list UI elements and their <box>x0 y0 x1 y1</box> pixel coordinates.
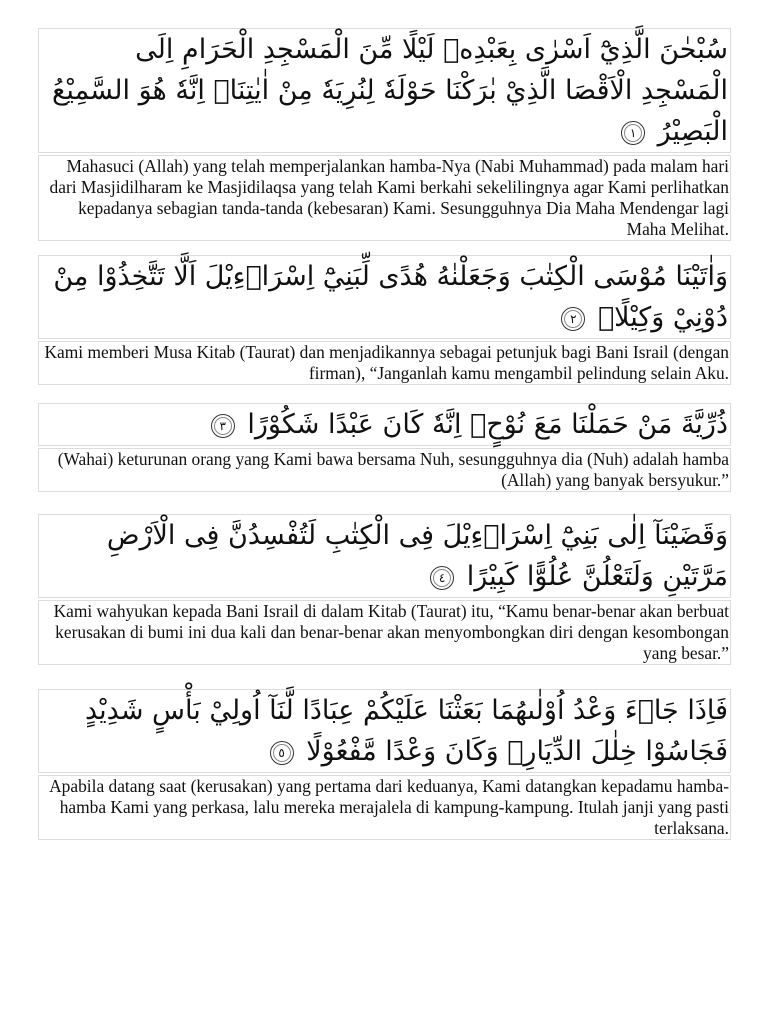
verse-4 <box>38 514 731 665</box>
ayah-number-icon: ٣ <box>211 414 235 438</box>
translation-text: Kami wahyukan kepada Bani Israil di dalam Kitab (Taurat) itu, “Kamu benar-benar akan berbuat kerusakan di bumi ini dua kali dan benar-benar akan menyombongkan diri dengan kesombongan yang besar.” <box>38 600 731 665</box>
ayah-number-icon: ٢ <box>561 307 585 331</box>
arabic-verse-text: وَقَضَيْنَآ اِلٰى بَنِيْٓ اِسْرَاۤءِيْلَ فِى الْكِتٰبِ لَتُفْسِدُنَّ فِى الْاَرْضِ مَرَّتَيْنِ وَلَتَعْلُنَّ عُلُوًّا كَبِيْرًا <box>106 520 728 592</box>
translation-text: Apabila datang saat (kerusakan) yang pertama dari keduanya, Kami datangkan kepadamu hamba-hamba Kami yang perkasa, lalu mereka merajalela di kampung-kampung. Itulah janji yang pasti terlaksana. <box>38 775 731 840</box>
translation-text: Mahasuci (Allah) yang telah memperjalankan hamba-Nya (Nabi Muhammad) pada malam hari dari Masjidilharam ke Masjidilaqsa yang telah Kami berkahi sekelilingnya agar Kami perlihatkan kepadanya sebagian tanda-tanda (kebesaran) Kami. Sesungguhnya Dia Maha Mendengar lagi Maha Melihat. <box>38 155 731 241</box>
arabic-verse-text: فَاِذَا جَاۤءَ وَعْدُ اُوْلٰىهُمَا بَعَثْنَا عَلَيْكُمْ عِبَادًا لَّنَآ اُولِيْ بَأْسٍ شَدِيْدٍ فَجَاسُوْا خِلٰلَ الدِّيَارِۗ وَكَانَ وَعْدًا مَّفْعُوْلًا <box>84 695 728 767</box>
ayah-number-icon: ٤ <box>430 566 454 590</box>
verse-5 <box>38 689 731 840</box>
quran-page <box>38 28 731 840</box>
arabic-text <box>38 255 731 339</box>
verse-3 <box>38 403 731 492</box>
arabic-verse-text: ذُرِّيَّةَ مَنْ حَمَلْنَا مَعَ نُوْحٍۗ اِنَّهٗ كَانَ عَبْدًا شَكُوْرًا <box>247 409 728 440</box>
ayah-number-icon: ٥ <box>270 741 294 765</box>
translation-text: (Wahai) keturunan orang yang Kami bawa bersama Nuh, sesungguhnya dia (Nuh) adalah hamba (Allah) yang banyak bersyukur.” <box>38 448 731 492</box>
arabic-text <box>38 689 731 773</box>
arabic-text <box>38 403 731 446</box>
arabic-verse-text: سُبْحٰنَ الَّذِيْٓ اَسْرٰى بِعَبْدِهٖ لَيْلًا مِّنَ الْمَسْجِدِ الْحَرَامِ اِلَى الْمَسْجِدِ الْاَقْصَا الَّذِيْ بٰرَكْنَا حَوْلَهٗ لِنُرِيَهٗ مِنْ اٰيٰتِنَاۗ اِنَّهٗ هُوَ السَّمِيْعُ الْبَصِيْرُ <box>52 34 728 147</box>
ayah-number-icon: ١ <box>621 121 645 145</box>
translation-text: Kami memberi Musa Kitab (Taurat) dan menjadikannya sebagai petunjuk bagi Bani Israil (dengan firman), “Janganlah kamu mengambil pelindung selain Aku. <box>38 341 731 385</box>
arabic-verse-text: وَاٰتَيْنَا مُوْسَى الْكِتٰبَ وَجَعَلْنٰهُ هُدًى لِّبَنِيْٓ اِسْرَاۤءِيْلَ اَلَّا تَتَّخِذُوْا مِنْ دُوْنِيْ وَكِيْلًاۗ <box>53 261 728 333</box>
arabic-text <box>38 514 731 598</box>
arabic-text <box>38 28 731 153</box>
verse-2 <box>38 255 731 385</box>
verse-1 <box>38 28 731 241</box>
